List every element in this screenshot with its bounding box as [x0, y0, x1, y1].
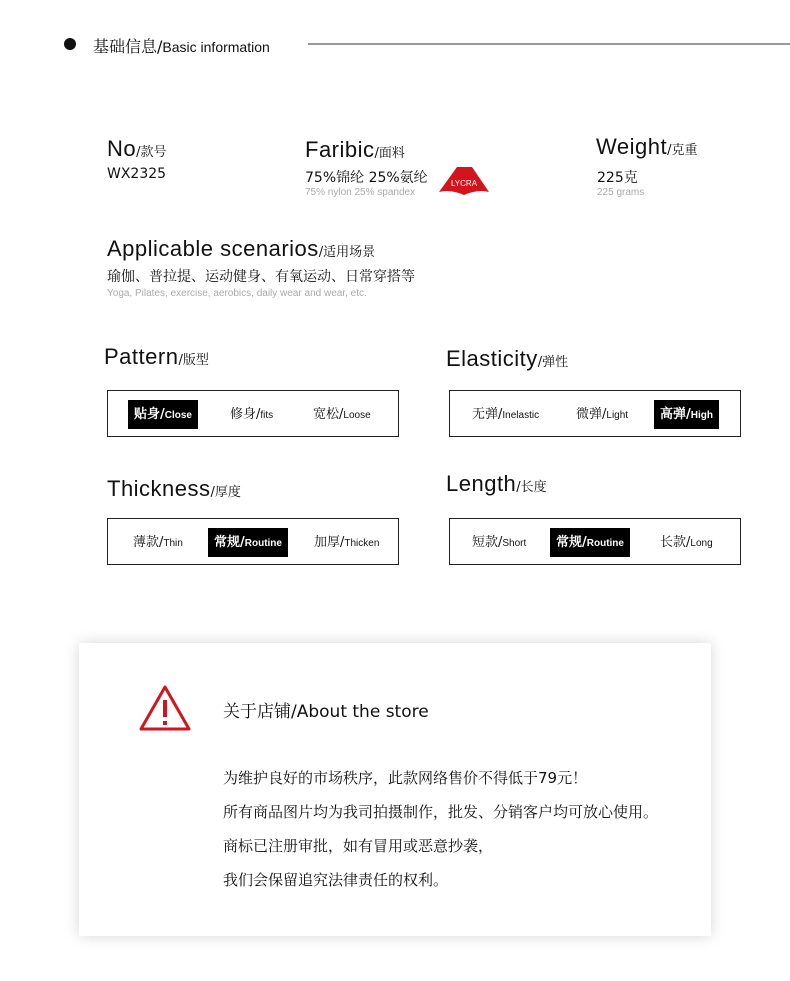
- store-title: 关于店铺/About the store: [223, 702, 429, 722]
- pattern-label-en: Pattern: [104, 344, 179, 369]
- elasticity-option-inelastic[interactable]: [470, 400, 541, 429]
- length-option-long[interactable]: [658, 528, 715, 557]
- elasticity-label: [446, 346, 568, 372]
- option-en: High: [690, 410, 713, 421]
- scenarios-label-cn: /适用场景: [318, 245, 376, 260]
- option-cn: 长款/: [660, 535, 691, 550]
- weight-value: 225克: [597, 170, 638, 186]
- length-option-routine[interactable]: [550, 528, 630, 557]
- option-en: Thicken: [344, 538, 380, 549]
- style-no-value: WX2325: [107, 166, 167, 182]
- weight-label-cn: /克重: [667, 143, 698, 158]
- option-cn: 薄款/: [133, 535, 164, 550]
- header-divider: [308, 43, 790, 45]
- weight-sub: 225 grams: [597, 187, 645, 198]
- option-en: Light: [606, 410, 629, 421]
- elasticity-label-cn: /弹性: [537, 355, 569, 370]
- lycra-logo-text: LYCRA: [450, 179, 478, 188]
- option-cn: 贴身/: [134, 407, 165, 422]
- elasticity-option-light[interactable]: [574, 400, 630, 429]
- option-en: Long: [690, 538, 713, 549]
- option-cn: 短款/: [472, 535, 503, 550]
- elasticity-options: [449, 390, 741, 437]
- warning-icon: [139, 684, 191, 732]
- length-label: [446, 471, 547, 497]
- option-cn: 常规/: [214, 535, 245, 550]
- option-en: Close: [164, 410, 192, 421]
- weight-label-en: Weight: [596, 134, 668, 159]
- fabric-label-cn: /面料: [374, 146, 405, 161]
- style-no-label-en: No: [107, 136, 137, 161]
- pattern-options: [107, 390, 399, 437]
- elasticity-option-high[interactable]: [654, 400, 719, 429]
- store-notice-line: 所有商品图片均为我司拍摄制作，批发、分销客户均可放心使用。: [223, 803, 659, 821]
- scenarios-value: 瑜伽、普拉提、运动健身、有氧运动、日常穿搭等: [107, 269, 415, 285]
- option-en: Inelastic: [502, 410, 540, 421]
- scenarios-label: [107, 236, 375, 262]
- option-en: Loose: [343, 410, 371, 421]
- scenarios-label-en: Applicable scenarios: [107, 236, 319, 261]
- option-cn: 微弹/: [576, 407, 607, 422]
- weight-label: [596, 134, 697, 160]
- length-label-cn: /长度: [516, 480, 547, 495]
- thickness-option-thicken[interactable]: [312, 528, 381, 557]
- lycra-logo: [438, 166, 490, 196]
- thickness-option-routine[interactable]: [208, 528, 288, 557]
- option-en: fits: [260, 410, 274, 421]
- pattern-label-cn: /版型: [178, 353, 209, 368]
- thickness-label: [107, 476, 241, 502]
- option-en: Short: [502, 538, 527, 549]
- store-notice-line: 我们会保留追究法律责任的权利。: [223, 871, 449, 889]
- store-notice-line: 商标已注册审批，如有冒用或恶意抄袭，: [223, 837, 494, 855]
- option-en: Routine: [244, 538, 282, 549]
- thickness-option-thin[interactable]: [131, 528, 185, 557]
- style-no-label-cn: /款号: [136, 145, 167, 160]
- pattern-label: [104, 344, 209, 370]
- scenarios-sub: Yoga, Pilates, exercise, aerobics, daily wear and wear, etc.: [107, 288, 367, 299]
- store-notice-line: 为维护良好的市场秩序，此款网络售价不得低于79元！: [223, 769, 588, 787]
- elasticity-label-en: Elasticity: [446, 346, 538, 371]
- bullet-dot-icon: [64, 38, 76, 50]
- thickness-label-cn: /厚度: [210, 485, 241, 500]
- style-no-label: [107, 136, 167, 162]
- pattern-option-close[interactable]: [128, 400, 198, 429]
- option-cn: 高弹/: [660, 407, 691, 422]
- option-cn: 常规/: [556, 535, 587, 550]
- option-cn: 修身/: [230, 407, 261, 422]
- section-title-en: Basic information: [162, 39, 270, 55]
- fabric-label: [305, 137, 405, 163]
- fabric-value: 75%锦纶 25%氨纶: [305, 170, 428, 186]
- pattern-option-fits[interactable]: [228, 400, 275, 429]
- fabric-sub: 75% nylon 25% spandex: [305, 187, 416, 198]
- option-cn: 加厚/: [314, 535, 345, 550]
- option-cn: 无弹/: [472, 407, 503, 422]
- option-cn: 宽松/: [313, 407, 344, 422]
- length-label-en: Length: [446, 471, 517, 496]
- section-title: [93, 34, 270, 57]
- option-en: Thin: [163, 538, 183, 549]
- length-option-short[interactable]: [470, 528, 528, 557]
- thickness-label-en: Thickness: [107, 476, 211, 501]
- pattern-option-loose[interactable]: [311, 400, 373, 429]
- thickness-options: [107, 518, 399, 565]
- section-title-cn: 基础信息/: [93, 37, 163, 56]
- length-options: [449, 518, 741, 565]
- option-en: Routine: [586, 538, 624, 549]
- fabric-label-en: Faribic: [305, 137, 375, 162]
